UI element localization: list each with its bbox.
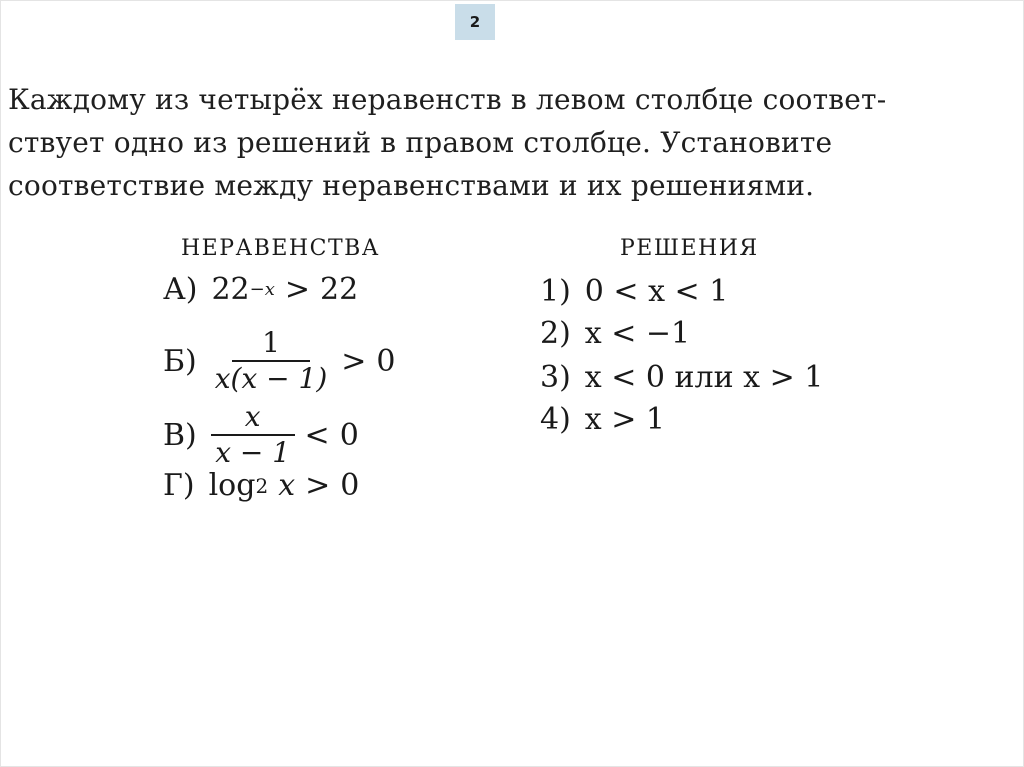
inequality-rhs: 0 bbox=[376, 343, 396, 379]
fraction bbox=[211, 326, 332, 396]
inequality-rhs: 0 bbox=[340, 468, 360, 503]
solutions-heading: РЕШЕНИЯ bbox=[620, 236, 759, 261]
solution-2 bbox=[540, 316, 690, 351]
inequality-operator: > bbox=[284, 272, 310, 307]
solution-label: 3) bbox=[540, 360, 571, 395]
solution-label: 4) bbox=[540, 402, 571, 437]
task-line: соответствие между неравенствами и их решениями. bbox=[8, 169, 815, 202]
inequality-g bbox=[163, 468, 359, 503]
solution-4 bbox=[540, 402, 665, 437]
task-line: ствует одно из решений в правом столбце. Установите bbox=[8, 126, 833, 159]
log-argument: x bbox=[278, 468, 296, 503]
inequality-operator: > bbox=[305, 468, 331, 503]
fraction bbox=[211, 400, 295, 470]
inequality-label: Б) bbox=[163, 343, 197, 379]
solution-3 bbox=[540, 360, 823, 395]
solution-label: 2) bbox=[540, 316, 571, 351]
inequality-label: А) bbox=[163, 272, 198, 307]
task-line: Каждому из четырёх неравенств в левом столбце соответ- bbox=[8, 83, 887, 116]
solution-text: 0 < x < 1 bbox=[584, 274, 729, 309]
inequalities-heading: НЕРАВЕНСТВА bbox=[181, 236, 380, 261]
power-base: 22 bbox=[211, 272, 250, 307]
task-text bbox=[8, 78, 1016, 207]
inequality-rhs: 0 bbox=[339, 417, 359, 453]
inequality-b bbox=[163, 326, 396, 396]
log-base: 2 bbox=[255, 473, 269, 498]
inequality-label: Г) bbox=[163, 468, 195, 503]
inequality-a bbox=[163, 272, 358, 307]
inequality-rhs: 22 bbox=[320, 272, 359, 307]
solution-label: 1) bbox=[540, 274, 571, 309]
inequalities-column bbox=[163, 232, 503, 503]
inequality-operator: < bbox=[304, 417, 330, 453]
solutions-column bbox=[540, 232, 900, 437]
log-function: log bbox=[208, 468, 256, 503]
inequality-label: В) bbox=[163, 417, 197, 453]
fraction-denominator: x − 1 bbox=[215, 436, 291, 469]
solution-text: x > 1 bbox=[584, 402, 666, 437]
fraction-denominator: x(x − 1) bbox=[214, 362, 328, 395]
solution-text: x < −1 bbox=[584, 316, 691, 351]
solution-1 bbox=[540, 274, 728, 309]
inequality-operator: > bbox=[341, 343, 367, 379]
power-exponent: −x bbox=[249, 279, 275, 300]
inequality-v bbox=[163, 400, 359, 470]
solution-text: x < 0 или x > 1 bbox=[584, 360, 824, 395]
slide-number-badge: 2 bbox=[455, 4, 495, 40]
fraction-numerator: x bbox=[211, 400, 295, 436]
fraction-numerator: 1 bbox=[232, 326, 310, 362]
